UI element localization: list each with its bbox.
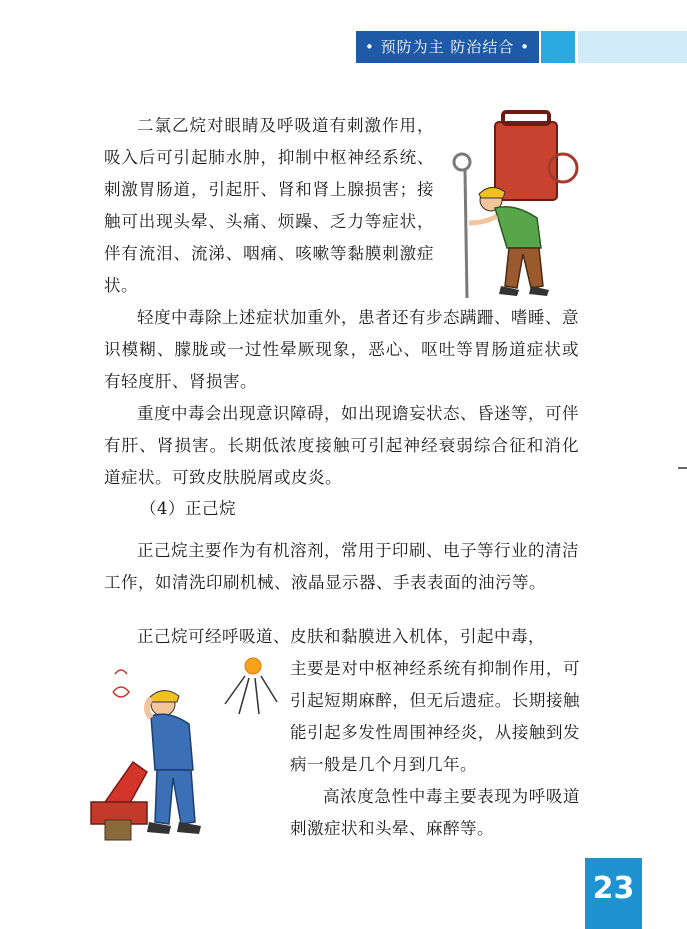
header-title: • 预防为主 防治结合 • <box>356 31 539 63</box>
page-number: 23 <box>585 858 642 929</box>
paragraph-dichloroethane-effects: 二氯乙烷对眼睛及呼吸道有刺激作用，吸入后可引起肺水肿，抑制中枢神经系统、刺激胃肠道，引起肝、肾和肾上腺损害；接触可出现头晕、头痛、烦躁、乏力等症状，伴有流泪、流涕、咽痛、咳嗽等黏膜刺激症状。 <box>104 116 434 295</box>
section-heading-n-hexane: （4）正己烷 <box>140 499 236 518</box>
paragraph-n-hexane-uses: 正己烷主要作为有机溶剂，常用于印刷、电子等行业的清洁工作，如清洗印刷机械、液晶显示器、手表表面的油污等。 <box>104 541 579 592</box>
paragraph-mild-poisoning: 轻度中毒除上述症状加重外，患者还有步态蹒跚、嗜睡、意识模糊、朦胧或一过性晕厥现象，恶心、呕吐等胃肠道症状或有轻度肝、肾损害。 <box>104 308 579 391</box>
paragraph-severe-poisoning: 重度中毒会出现意识障碍，如出现谵妄状态、昏迷等，可伴有肝、肾损害。长期低浓度接触可引起神经衰弱综合征和消化道症状。可致皮肤脱屑或皮炎。 <box>104 404 579 487</box>
paragraph-n-hexane-cns-effects: 主要是对中枢神经系统有抑制作用，可引起短期麻醉，但无后遗症。长期接触能引起多发性周围神经炎，从接触到发病一般是几个月到几年。 <box>290 659 580 774</box>
header-tab-light <box>578 31 687 63</box>
dizzy-worker-illustration <box>85 652 285 847</box>
worker-carrying-container-illustration <box>445 108 585 303</box>
header-tab-accent <box>541 31 575 63</box>
margin-mark <box>678 467 687 469</box>
paragraph-acute-poisoning: 高浓度急性中毒主要表现为呼吸道刺激症状和头晕、麻醉等。 <box>290 787 580 838</box>
paragraph-n-hexane-routes: 正己烷可经呼吸道、皮肤和黏膜进入机体，引起中毒， <box>137 627 545 646</box>
